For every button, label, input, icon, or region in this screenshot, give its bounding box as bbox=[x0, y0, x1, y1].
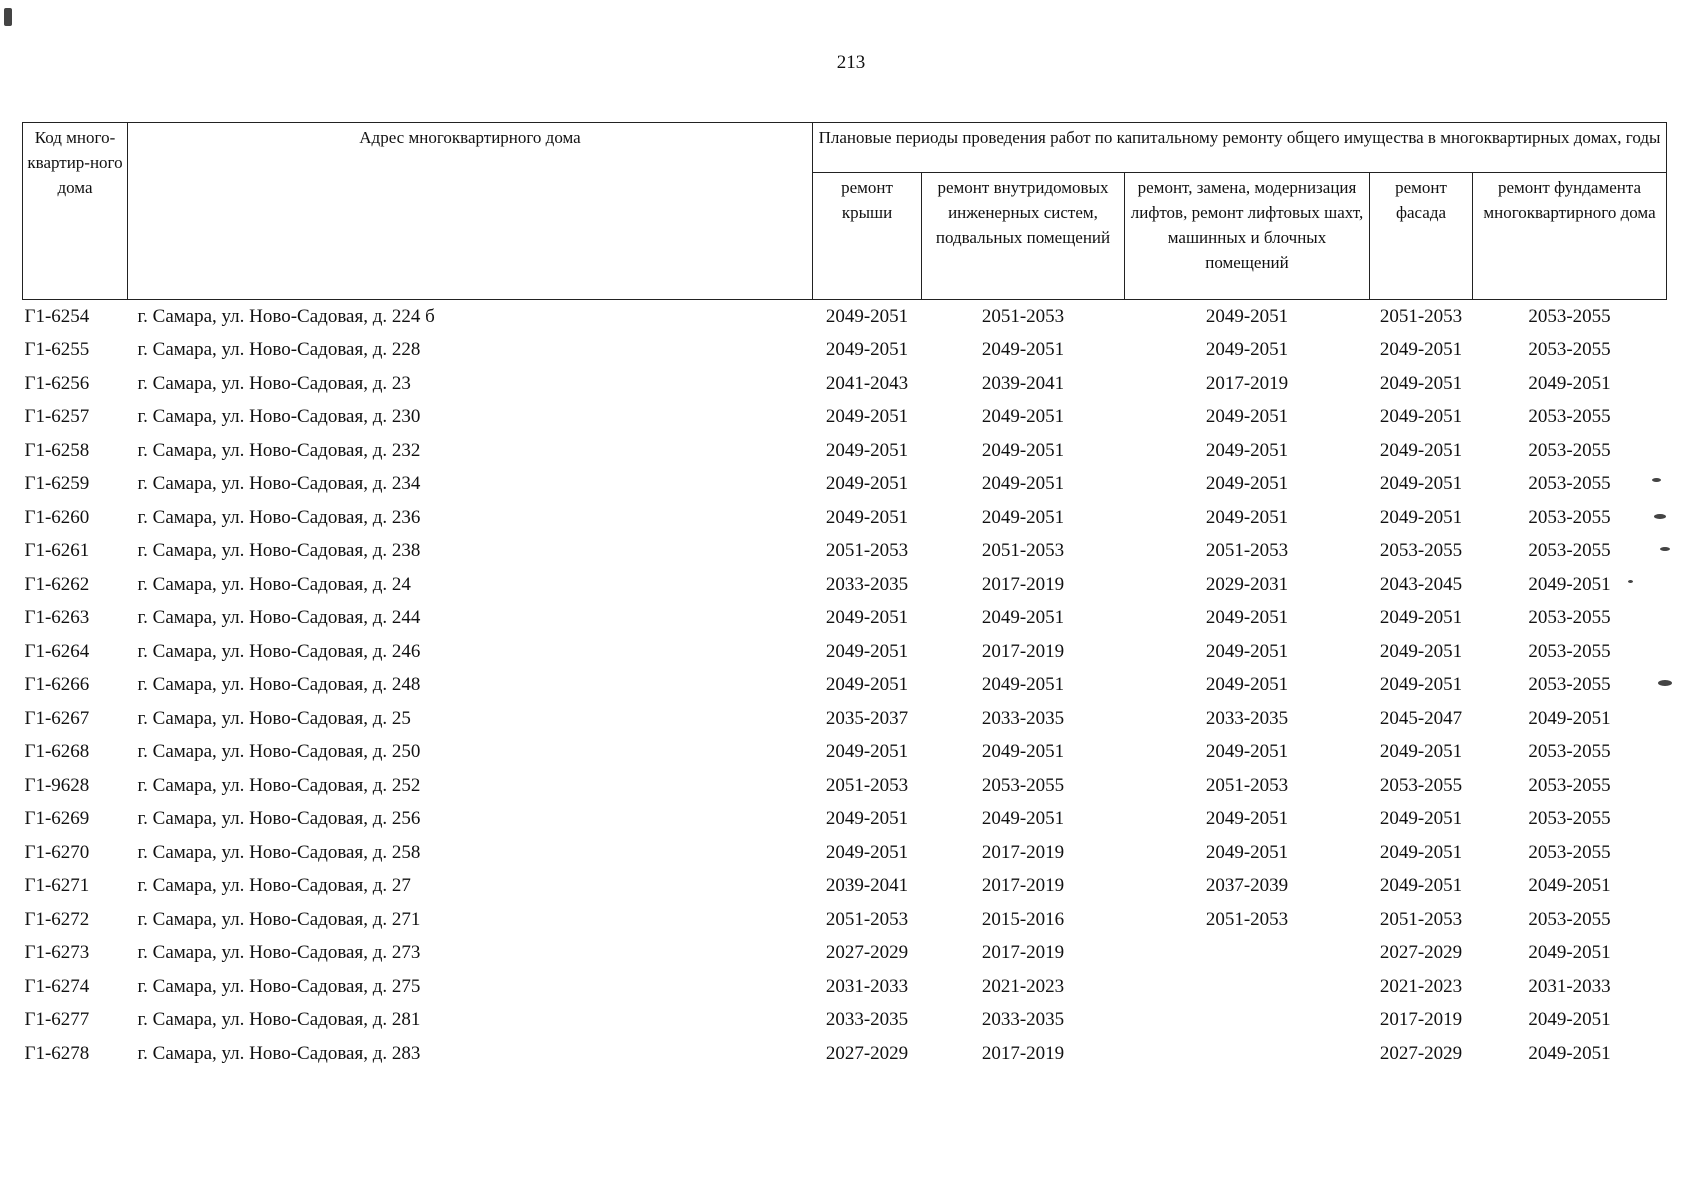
cell-lifts: 2049-2051 bbox=[1205, 841, 1289, 863]
cell-foundation: 2049-2051 bbox=[1528, 1042, 1611, 1064]
cell-facade: 2049-2051 bbox=[1379, 640, 1463, 662]
cell-address: г. Самара, ул. Ново-Садовая, д. 252 bbox=[137, 774, 421, 796]
cell-address: г. Самара, ул. Ново-Садовая, д. 273 bbox=[137, 942, 421, 964]
table-row bbox=[23, 669, 1667, 703]
cell-roof: 2049-2051 bbox=[825, 841, 909, 863]
cell-code: Г1-6257 bbox=[24, 406, 90, 428]
header-periods-group: Плановые периоды проведения работ по капитальному ремонту общего имущества в многоквартирных домах, годы bbox=[813, 123, 1667, 173]
cell-facade: 2049-2051 bbox=[1379, 339, 1463, 361]
cell-address: г. Самара, ул. Ново-Садовая, д. 256 bbox=[137, 808, 421, 830]
page-number: 213 bbox=[836, 52, 866, 73]
cell-systems: 2049-2051 bbox=[981, 741, 1065, 763]
cell-systems: 2017-2019 bbox=[981, 573, 1065, 595]
cell-roof: 2049-2051 bbox=[825, 741, 909, 763]
cell-roof: 2027-2029 bbox=[825, 1042, 909, 1064]
cell-roof: 2035-2037 bbox=[825, 707, 909, 729]
cell-code: Г1-6267 bbox=[24, 707, 90, 729]
scan-speck bbox=[4, 8, 12, 26]
cell-lifts: 2049-2051 bbox=[1205, 305, 1289, 327]
cell-roof: 2049-2051 bbox=[825, 406, 909, 428]
header-facade: ремонт фасада bbox=[1370, 173, 1473, 300]
table-row bbox=[23, 769, 1667, 803]
cell-lifts: 2049-2051 bbox=[1205, 640, 1289, 662]
table-row bbox=[23, 367, 1667, 401]
cell-address: г. Самара, ул. Ново-Садовая, д. 236 bbox=[137, 506, 421, 528]
cell-address: г. Самара, ул. Ново-Садовая, д. 25 bbox=[137, 707, 411, 729]
cell-lifts: 2029-2031 bbox=[1205, 573, 1289, 595]
cell-systems: 2051-2053 bbox=[981, 540, 1065, 562]
table-row bbox=[23, 602, 1667, 636]
cell-roof: 2051-2053 bbox=[825, 540, 909, 562]
capital-repair-table bbox=[22, 122, 1667, 1071]
table-row bbox=[23, 401, 1667, 435]
cell-code: Г1-6259 bbox=[24, 473, 90, 495]
cell-foundation: 2053-2055 bbox=[1528, 540, 1611, 562]
cell-foundation: 2053-2055 bbox=[1528, 339, 1611, 361]
cell-roof: 2031-2033 bbox=[825, 975, 909, 997]
cell-systems: 2049-2051 bbox=[981, 406, 1065, 428]
header-address: Адрес многоквартирного дома bbox=[128, 123, 813, 300]
cell-address: г. Самара, ул. Ново-Садовая, д. 271 bbox=[137, 908, 421, 930]
cell-code: Г1-6264 bbox=[24, 640, 90, 662]
cell-systems: 2049-2051 bbox=[981, 339, 1065, 361]
cell-address: г. Самара, ул. Ново-Садовая, д. 232 bbox=[137, 439, 421, 461]
cell-foundation: 2053-2055 bbox=[1528, 506, 1611, 528]
table-row bbox=[23, 334, 1667, 368]
cell-lifts bbox=[1125, 1037, 1370, 1071]
cell-roof: 2049-2051 bbox=[825, 506, 909, 528]
cell-roof: 2049-2051 bbox=[825, 640, 909, 662]
cell-lifts: 2049-2051 bbox=[1205, 607, 1289, 629]
cell-foundation: 2053-2055 bbox=[1528, 841, 1611, 863]
cell-roof: 2051-2053 bbox=[825, 774, 909, 796]
cell-lifts: 2037-2039 bbox=[1205, 875, 1289, 897]
cell-foundation: 2053-2055 bbox=[1528, 473, 1611, 495]
cell-foundation: 2053-2055 bbox=[1528, 674, 1611, 696]
cell-systems: 2039-2041 bbox=[981, 372, 1065, 394]
cell-facade: 2049-2051 bbox=[1379, 808, 1463, 830]
cell-code: Г1-6277 bbox=[24, 1009, 90, 1031]
cell-systems: 2015-2016 bbox=[981, 908, 1065, 930]
table-row bbox=[23, 937, 1667, 971]
cell-facade: 2049-2051 bbox=[1379, 506, 1463, 528]
cell-address: г. Самара, ул. Ново-Садовая, д. 246 bbox=[137, 640, 421, 662]
cell-systems: 2017-2019 bbox=[981, 841, 1065, 863]
cell-lifts: 2051-2053 bbox=[1205, 908, 1289, 930]
cell-roof: 2041-2043 bbox=[825, 372, 909, 394]
cell-code: Г1-6256 bbox=[24, 372, 90, 394]
cell-systems: 2051-2053 bbox=[981, 305, 1065, 327]
cell-facade: 2051-2053 bbox=[1379, 908, 1463, 930]
scan-speck bbox=[1652, 478, 1661, 482]
table-row bbox=[23, 870, 1667, 904]
table-row bbox=[23, 434, 1667, 468]
cell-code: Г1-6261 bbox=[24, 540, 90, 562]
cell-lifts bbox=[1125, 970, 1370, 1004]
header-lifts: ремонт, замена, модернизация лифтов, ремонт лифтовых шахт, машинных и блочных помещений bbox=[1125, 173, 1370, 300]
cell-facade: 2021-2023 bbox=[1379, 975, 1463, 997]
scan-speck bbox=[1628, 580, 1633, 583]
cell-roof: 2049-2051 bbox=[825, 674, 909, 696]
table-row bbox=[23, 1037, 1667, 1071]
cell-code: Г1-6272 bbox=[24, 908, 90, 930]
cell-roof: 2033-2035 bbox=[825, 1009, 909, 1031]
cell-roof: 2049-2051 bbox=[825, 305, 909, 327]
cell-roof: 2033-2035 bbox=[825, 573, 909, 595]
cell-lifts: 2051-2053 bbox=[1205, 540, 1289, 562]
cell-code: Г1-6254 bbox=[24, 305, 90, 327]
cell-foundation: 2049-2051 bbox=[1528, 875, 1611, 897]
cell-roof: 2051-2053 bbox=[825, 908, 909, 930]
table-row bbox=[23, 836, 1667, 870]
cell-lifts: 2049-2051 bbox=[1205, 808, 1289, 830]
cell-systems: 2049-2051 bbox=[981, 607, 1065, 629]
cell-code: Г1-6270 bbox=[24, 841, 90, 863]
cell-foundation: 2049-2051 bbox=[1528, 1009, 1611, 1031]
cell-lifts: 2049-2051 bbox=[1205, 439, 1289, 461]
header-systems: ремонт внутридомовых инженерных систем, подвальных помещений bbox=[922, 173, 1125, 300]
cell-code: Г1-6268 bbox=[24, 741, 90, 763]
cell-address: г. Самара, ул. Ново-Садовая, д. 238 bbox=[137, 540, 421, 562]
cell-foundation: 2053-2055 bbox=[1528, 808, 1611, 830]
table-row bbox=[23, 501, 1667, 535]
cell-foundation: 2053-2055 bbox=[1528, 305, 1611, 327]
scan-speck bbox=[1658, 680, 1672, 686]
cell-code: Г1-6266 bbox=[24, 674, 90, 696]
cell-roof: 2049-2051 bbox=[825, 607, 909, 629]
cell-code: Г1-6271 bbox=[24, 875, 90, 897]
cell-address: г. Самара, ул. Ново-Садовая, д. 224 б bbox=[137, 305, 435, 327]
cell-lifts: 2049-2051 bbox=[1205, 506, 1289, 528]
cell-facade: 2049-2051 bbox=[1379, 875, 1463, 897]
cell-foundation: 2053-2055 bbox=[1528, 774, 1611, 796]
cell-facade: 2051-2053 bbox=[1379, 305, 1463, 327]
cell-address: г. Самара, ул. Ново-Садовая, д. 27 bbox=[137, 875, 411, 897]
cell-facade: 2049-2051 bbox=[1379, 607, 1463, 629]
cell-roof: 2039-2041 bbox=[825, 875, 909, 897]
table-row bbox=[23, 468, 1667, 502]
cell-facade: 2049-2051 bbox=[1379, 473, 1463, 495]
cell-lifts: 2049-2051 bbox=[1205, 473, 1289, 495]
cell-foundation: 2049-2051 bbox=[1528, 372, 1611, 394]
cell-code: Г1-6255 bbox=[24, 339, 90, 361]
cell-roof: 2049-2051 bbox=[825, 439, 909, 461]
cell-foundation: 2049-2051 bbox=[1528, 942, 1611, 964]
cell-code: Г1-9628 bbox=[24, 774, 90, 796]
table-row bbox=[23, 535, 1667, 569]
cell-lifts: 2049-2051 bbox=[1205, 406, 1289, 428]
cell-facade: 2017-2019 bbox=[1379, 1009, 1463, 1031]
scan-speck bbox=[1654, 514, 1666, 519]
cell-code: Г1-6278 bbox=[24, 1042, 90, 1064]
table-row bbox=[23, 970, 1667, 1004]
cell-systems: 2033-2035 bbox=[981, 1009, 1065, 1031]
cell-roof: 2027-2029 bbox=[825, 942, 909, 964]
cell-facade: 2049-2051 bbox=[1379, 406, 1463, 428]
table-row bbox=[23, 736, 1667, 770]
cell-systems: 2049-2051 bbox=[981, 674, 1065, 696]
cell-address: г. Самара, ул. Ново-Садовая, д. 228 bbox=[137, 339, 421, 361]
cell-roof: 2049-2051 bbox=[825, 473, 909, 495]
cell-facade: 2049-2051 bbox=[1379, 741, 1463, 763]
table-row bbox=[23, 1004, 1667, 1038]
cell-foundation: 2053-2055 bbox=[1528, 640, 1611, 662]
table-row bbox=[23, 702, 1667, 736]
table-body bbox=[23, 300, 1667, 1071]
header-code: Код много-квартир-ного дома bbox=[23, 123, 128, 300]
cell-systems: 2017-2019 bbox=[981, 875, 1065, 897]
cell-lifts: 2017-2019 bbox=[1205, 372, 1289, 394]
cell-address: г. Самара, ул. Ново-Садовая, д. 244 bbox=[137, 607, 421, 629]
cell-facade: 2049-2051 bbox=[1379, 674, 1463, 696]
cell-foundation: 2049-2051 bbox=[1528, 573, 1611, 595]
cell-facade: 2049-2051 bbox=[1379, 372, 1463, 394]
header-foundation: ремонт фундамента многоквартирного дома bbox=[1473, 173, 1667, 300]
cell-roof: 2049-2051 bbox=[825, 339, 909, 361]
cell-facade: 2049-2051 bbox=[1379, 841, 1463, 863]
cell-systems: 2049-2051 bbox=[981, 506, 1065, 528]
cell-lifts: 2051-2053 bbox=[1205, 774, 1289, 796]
cell-code: Г1-6273 bbox=[24, 942, 90, 964]
cell-code: Г1-6258 bbox=[24, 439, 90, 461]
cell-address: г. Самара, ул. Ново-Садовая, д. 250 bbox=[137, 741, 421, 763]
cell-systems: 2049-2051 bbox=[981, 808, 1065, 830]
cell-facade: 2045-2047 bbox=[1379, 707, 1463, 729]
cell-foundation: 2053-2055 bbox=[1528, 406, 1611, 428]
cell-facade: 2053-2055 bbox=[1379, 774, 1463, 796]
cell-foundation: 2053-2055 bbox=[1528, 439, 1611, 461]
cell-address: г. Самара, ул. Ново-Садовая, д. 24 bbox=[137, 573, 411, 595]
cell-code: Г1-6274 bbox=[24, 975, 90, 997]
cell-foundation: 2053-2055 bbox=[1528, 607, 1611, 629]
cell-address: г. Самара, ул. Ново-Садовая, д. 230 bbox=[137, 406, 421, 428]
cell-facade: 2043-2045 bbox=[1379, 573, 1463, 595]
cell-code: Г1-6263 bbox=[24, 607, 90, 629]
scan-speck bbox=[1660, 547, 1670, 551]
cell-systems: 2017-2019 bbox=[981, 1042, 1065, 1064]
cell-systems: 2033-2035 bbox=[981, 707, 1065, 729]
cell-address: г. Самара, ул. Ново-Садовая, д. 283 bbox=[137, 1042, 421, 1064]
cell-systems: 2049-2051 bbox=[981, 439, 1065, 461]
cell-lifts: 2033-2035 bbox=[1205, 707, 1289, 729]
cell-systems: 2021-2023 bbox=[981, 975, 1065, 997]
cell-code: Г1-6260 bbox=[24, 506, 90, 528]
cell-facade: 2049-2051 bbox=[1379, 439, 1463, 461]
cell-systems: 2049-2051 bbox=[981, 473, 1065, 495]
cell-lifts bbox=[1125, 937, 1370, 971]
cell-facade: 2053-2055 bbox=[1379, 540, 1463, 562]
cell-systems: 2017-2019 bbox=[981, 640, 1065, 662]
table-row bbox=[23, 568, 1667, 602]
cell-address: г. Самара, ул. Ново-Садовая, д. 23 bbox=[137, 372, 411, 394]
cell-facade: 2027-2029 bbox=[1379, 942, 1463, 964]
cell-code: Г1-6262 bbox=[24, 573, 90, 595]
cell-address: г. Самара, ул. Ново-Садовая, д. 248 bbox=[137, 674, 421, 696]
cell-systems: 2017-2019 bbox=[981, 942, 1065, 964]
cell-address: г. Самара, ул. Ново-Садовая, д. 281 bbox=[137, 1009, 421, 1031]
cell-facade: 2027-2029 bbox=[1379, 1042, 1463, 1064]
table-row bbox=[23, 635, 1667, 669]
table-row bbox=[23, 803, 1667, 837]
cell-foundation: 2031-2033 bbox=[1528, 975, 1611, 997]
header-roof: ремонт крыши bbox=[813, 173, 922, 300]
cell-lifts bbox=[1125, 1004, 1370, 1038]
cell-foundation: 2049-2051 bbox=[1528, 707, 1611, 729]
cell-code: Г1-6269 bbox=[24, 808, 90, 830]
cell-address: г. Самара, ул. Ново-Садовая, д. 234 bbox=[137, 473, 421, 495]
cell-address: г. Самара, ул. Ново-Садовая, д. 258 bbox=[137, 841, 421, 863]
cell-lifts: 2049-2051 bbox=[1205, 339, 1289, 361]
cell-lifts: 2049-2051 bbox=[1205, 674, 1289, 696]
table-row bbox=[23, 903, 1667, 937]
cell-foundation: 2053-2055 bbox=[1528, 908, 1611, 930]
cell-roof: 2049-2051 bbox=[825, 808, 909, 830]
table-row bbox=[23, 300, 1667, 334]
cell-systems: 2053-2055 bbox=[981, 774, 1065, 796]
cell-foundation: 2053-2055 bbox=[1528, 741, 1611, 763]
cell-lifts: 2049-2051 bbox=[1205, 741, 1289, 763]
cell-address: г. Самара, ул. Ново-Садовая, д. 275 bbox=[137, 975, 421, 997]
